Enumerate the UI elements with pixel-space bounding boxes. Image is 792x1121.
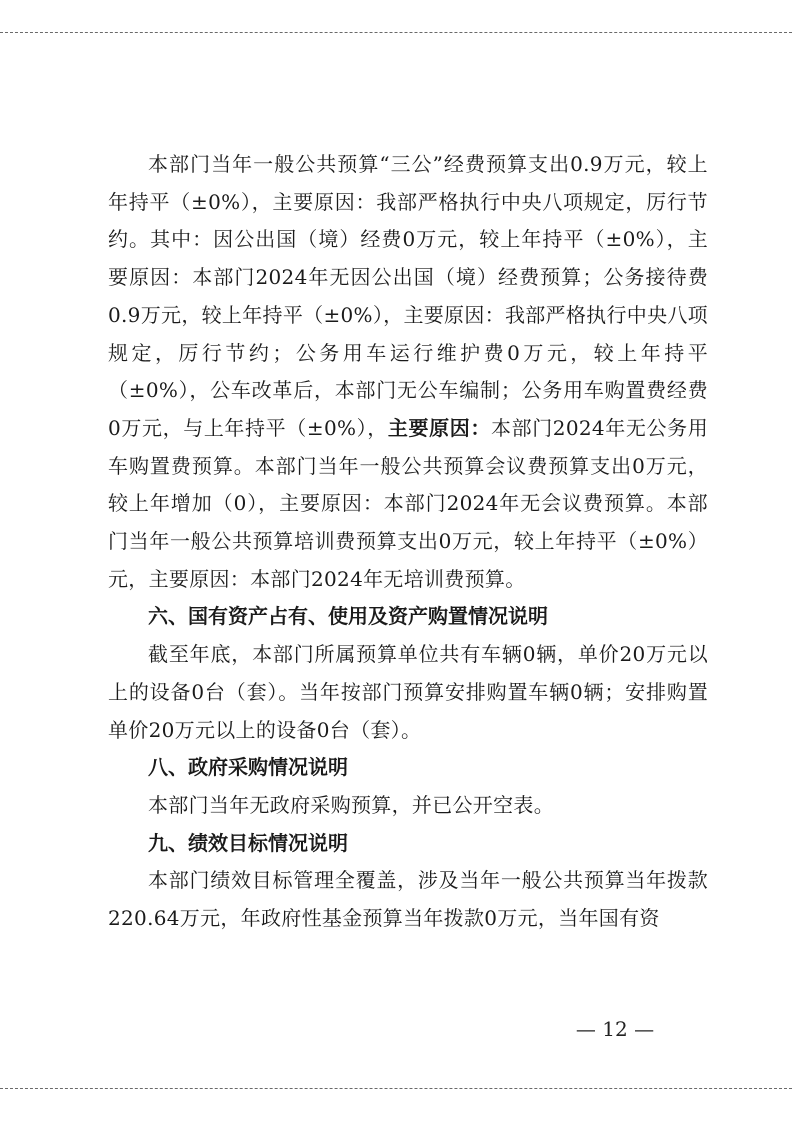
paragraph-sangong-budget: 本部门当年一般公共预算“三公”经费预算支出0.9万元，较上年持平（±0%），主要原因：我部严格执行中央八项规定，厉行节约。其中：因公出国（境）经费0万元，较上年持平（±0%），主要原因：本部门2024年无因公出国（境）经费预算；公务接待费0.9万元，较上年持平（±0%），主要原因：我部严格执行中央八项规定，厉行节约；公务用车运行维护费0万元，较上年持平（±0%），公车改革后，本部门无公车编制；公务用车购置费经费0万元，与上年持平（±0%），主要原因：本部门2024年无公务用车购置费预算。本部门当年一般公共预算会议费预算支出0万元，较上年增加（0），主要原因：本部门2024年无会议费预算。本部门当年一般公共预算培训费预算支出0万元，较上年持平（±0%）元，主要原因：本部门2024年无培训费预算。	[108, 152, 708, 591]
heading-section-8: 八、政府采购情况说明	[148, 755, 348, 780]
heading-section-6: 六、国有资产占有、使用及资产购置情况说明	[148, 604, 548, 629]
top-dashed-border	[0, 32, 792, 33]
document-body	[108, 146, 708, 938]
heading-section-9: 九、绩效目标情况说明	[148, 830, 348, 855]
paragraph-assets: 截至年底，本部门所属预算单位共有车辆0辆，单价20万元以上的设备0台（套）。当年按部门预算安排购置车辆0辆；安排购置单价20万元以上的设备0台（套）。	[108, 642, 708, 742]
paragraph-procurement: 本部门当年无政府采购预算，并已公开空表。	[148, 792, 554, 817]
bold-reason-label: 主要原因：	[387, 415, 491, 440]
paragraph-performance: 本部门绩效目标管理全覆盖，涉及当年一般公共预算当年拨款220.64万元，年政府性基金预算当年拨款0万元，当年国有资	[108, 868, 708, 931]
page-number: — 12 —	[575, 1017, 655, 1041]
bottom-dashed-border	[0, 1088, 792, 1089]
